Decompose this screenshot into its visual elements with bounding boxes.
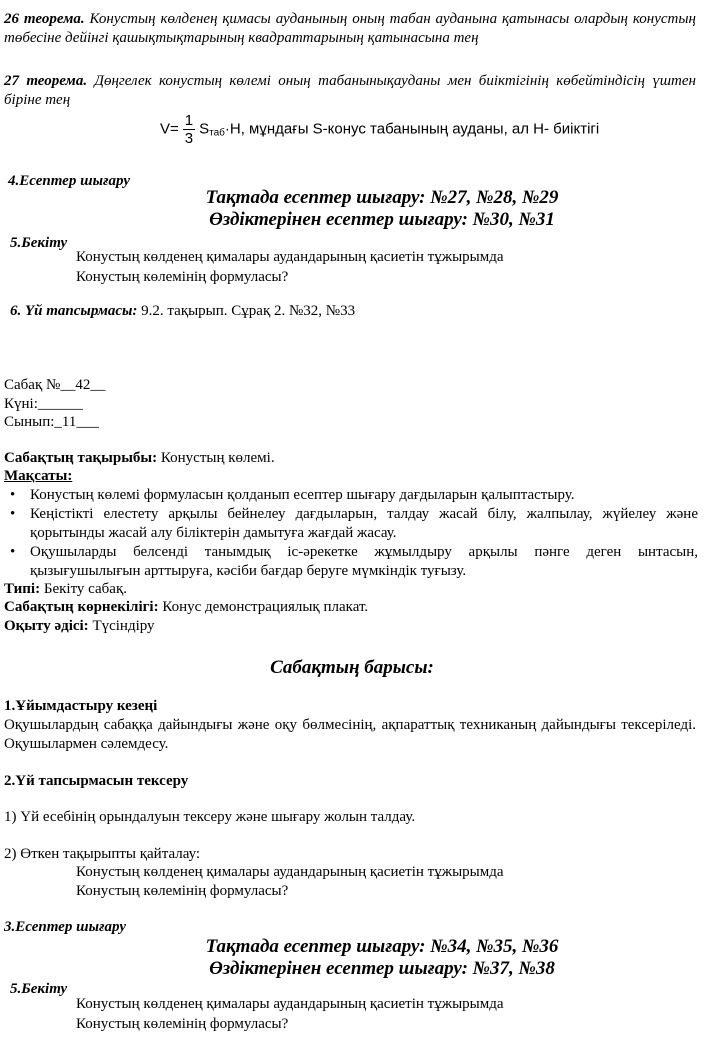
self-problems-2: Өздіктерінен есептер шығару: №37, №38 xyxy=(209,958,555,979)
theorem-26-number: 26 теорема. xyxy=(4,11,85,27)
lesson-date xyxy=(0,395,704,414)
goal-item: • Кеңістікті елестету арқылы бейнелеу дағдыларын, талдау жасай білу, жалпылау, жүйелеу және қорытынды жасай алу біліктерін дамытуға жағдай жасау. xyxy=(0,505,704,543)
stage-1-heading: 1.Ұйымдастыру кезеңі xyxy=(4,698,158,714)
stage-2-item-1: 1) Үй есебінің орындалуын тексеру және шығару жолын талдау. xyxy=(4,809,416,825)
type-label: Типі: xyxy=(4,581,41,597)
goal-item: • Конустың көлемі формуласын қолданып есептер шығару дағдыларын қалыптастыру. xyxy=(0,486,704,505)
formula-s: S xyxy=(199,120,210,138)
section-3-heading: 3.Есептер шығару xyxy=(4,919,126,935)
board-problems-1: Тақтада есептер шығару: №27, №28, №29 xyxy=(205,187,559,208)
topic-value: Конустың көлемі. xyxy=(157,450,275,466)
lesson-visual xyxy=(0,598,704,617)
fix-line-2a: Конустың көлденең қималары аудандарының қасиетін тұжырымда xyxy=(76,996,504,1012)
lesson-number-label: Сабақ № xyxy=(4,377,61,393)
lesson-class-value: _11___ xyxy=(54,414,99,430)
fraction-numerator: 1 xyxy=(184,112,194,129)
progress-title: Сабақтың барысы: xyxy=(270,657,434,678)
theorem-27 xyxy=(0,72,704,110)
formula-lhs: V= xyxy=(160,120,179,138)
type-value: Бекіту сабақ. xyxy=(40,581,128,597)
theorem-26 xyxy=(0,10,704,48)
volume-formula xyxy=(160,112,704,147)
lesson-date-label: Күні: xyxy=(4,396,38,412)
formula-subscript: таб xyxy=(209,127,225,139)
formula-rest: ·H, мұндағы S-конус табанының ауданы, ал H- биіктігі xyxy=(224,120,600,138)
stage-1-text: Оқушылардың сабаққа дайындығы және оқу бөлмесінің, ақпараттық техниканың дайындығы тексеріледі. Оқушылармен сәлемдесу. xyxy=(4,717,696,752)
visual-label: Сабақтың көрнекілігі: xyxy=(4,599,159,615)
topic-label: Сабақтың тақырыбы: xyxy=(4,450,158,466)
fix-heading-1: 5.Бекіту xyxy=(10,235,68,251)
board-problems-2: Тақтада есептер шығару: №34, №35, №36 xyxy=(205,936,559,957)
theorem-27-text: Дөңгелек конустың көлемі оның табанынықауданы мен биіктігінің көбейтіндісің үштен біріне тең xyxy=(4,73,696,108)
fix-line-2b: Конустың көлемінің формуласы? xyxy=(76,1016,289,1032)
fix-line-1a: Конустың көлденең қималары аудандарының қасиетін тұжырымда xyxy=(76,249,504,265)
method-label: Оқыту әдісі: xyxy=(4,618,89,634)
visual-value: Конус демонстрациялық плакат. xyxy=(158,599,369,615)
lesson-type xyxy=(0,580,704,599)
homework-label: 6. Үй тапсырмасы: xyxy=(10,303,138,319)
theorem-27-number: 27 теорема. xyxy=(4,73,88,89)
fix-heading-2: 5.Бекіту xyxy=(10,981,68,997)
teaching-method xyxy=(0,617,704,636)
goal-item: • Оқушыларды белсенді танымдық іс-әрекетке жұмылдыру арқылы пәнге деген ынтасын, қызығушылығын арттыруға, кәсіби бағдар беруге мүмкіндік туғызу. xyxy=(0,543,704,581)
theorem-26-text: Конустың көлденең қимасы ауданының оның табан ауданына қатынасы олардың конустың төбесіне дейінгі қашықтықтарының квадраттарының қатынасына тең xyxy=(4,11,696,46)
self-problems-1: Өздіктерінен есептер шығару: №30, №31 xyxy=(209,209,555,230)
lesson-class xyxy=(0,413,704,432)
section-4-heading: 4.Есептер шығару xyxy=(8,173,130,189)
stage-2-heading: 2.Үй тапсырмасын тексеру xyxy=(4,773,189,789)
method-value: Түсіндіру xyxy=(88,618,155,634)
stage-2-item-2: 2) Өткен тақырыпты қайталау: xyxy=(4,846,201,862)
stage-2-line-a: Конустың көлденең қималары аудандарының қасиетін тұжырымда xyxy=(76,864,504,880)
homework-text: 9.2. тақырып. Сұрақ 2. №32, №33 xyxy=(137,303,356,319)
goals-list xyxy=(0,486,704,581)
goals-label: Мақсаты: xyxy=(4,468,73,484)
fraction-denominator: 3 xyxy=(184,130,194,147)
stage-2-line-b: Конустың көлемінің формуласы? xyxy=(76,883,289,899)
lesson-topic xyxy=(0,449,704,468)
lesson-date-value: ______ xyxy=(37,396,83,412)
homework xyxy=(10,302,704,321)
lesson-class-label: Сынып: xyxy=(4,414,55,430)
lesson-number-value: __42__ xyxy=(60,377,106,393)
fix-line-1b: Конустың көлемінің формуласы? xyxy=(76,269,289,285)
formula-fraction xyxy=(183,112,195,147)
lesson-number xyxy=(0,376,704,395)
